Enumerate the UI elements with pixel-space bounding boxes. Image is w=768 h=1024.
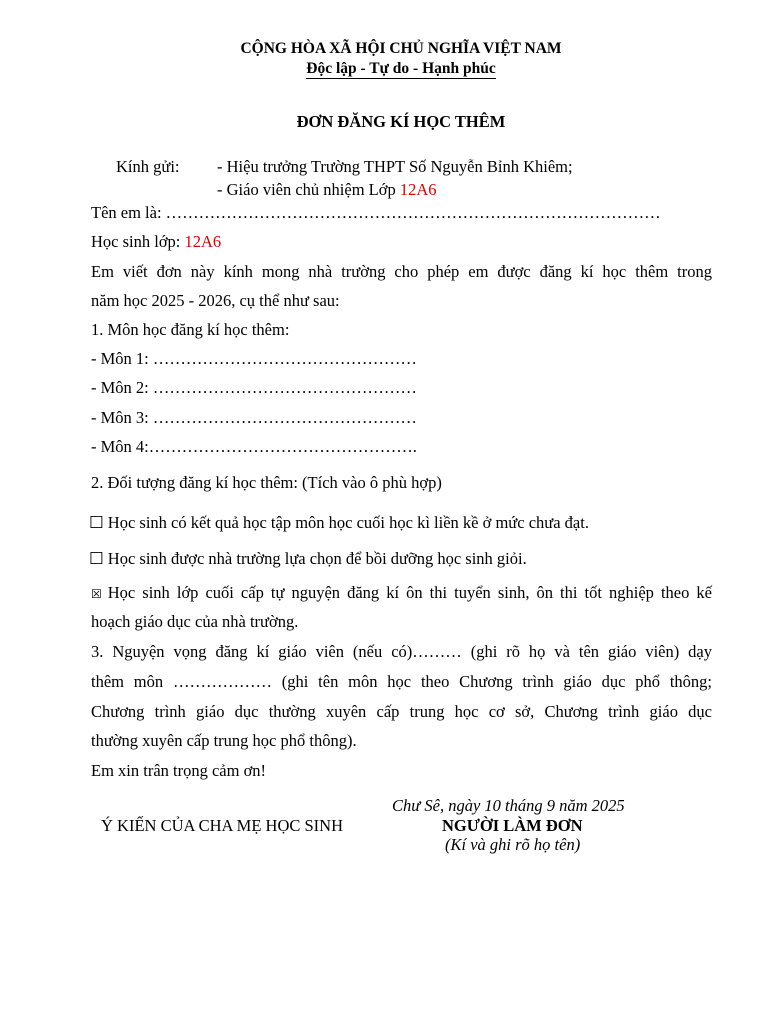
option-1-text: Học sinh có kết quả học tập môn học cuối học kì liền kề ở mức chưa đạt. — [107, 513, 589, 532]
applicant-signature-note: (Kí và ghi rõ họ tên) — [445, 835, 581, 854]
option-2 — [89, 549, 527, 569]
recipient-homeroom-teacher — [217, 180, 437, 200]
closing-thanks: Em xin trân trọng cảm ơn! — [91, 761, 267, 780]
motto-text: Độc lập - Tự do - Hạnh phúc — [306, 60, 496, 77]
student-class-label: Học sinh lớp: — [91, 232, 185, 251]
section3-line-3: Chương trình giáo dục thường xuyên cấp trung học cơ sở, Chương trình giáo dục — [91, 702, 712, 721]
checkbox-2[interactable]: ☐ — [89, 549, 104, 568]
form-title: ĐƠN ĐĂNG KÍ HỌC THÊM — [296, 112, 506, 131]
section3-line-4: thường xuyên cấp trung học phổ thông). — [91, 731, 357, 750]
section2-heading: 2. Đối tượng đăng kí học thêm: (Tích vào ô phù hợp) — [91, 473, 442, 492]
intro-line-2: năm học 2025 - 2026, cụ thể như sau: — [91, 291, 340, 310]
subject-3-line: - Môn 3: ………………………………………… — [91, 408, 417, 427]
section3-line-2: thêm môn ……………… (ghi tên môn học theo Chương trình giáo dục phổ thông; — [91, 672, 712, 691]
place-date: Chư Sê, ngày 10 tháng 9 năm 2025 — [392, 796, 625, 815]
national-motto — [0, 60, 768, 78]
option-3-text: Học sinh lớp cuối cấp tự nguyện đăng kí ôn thi tuyển sinh, ôn thi tốt nghiệp theo kế — [107, 583, 712, 602]
option-1 — [89, 513, 589, 533]
option-3-line-1 — [91, 583, 712, 603]
applicant-label: NGƯỜI LÀM ĐƠN — [442, 816, 583, 835]
option-3-line-2: hoạch giáo dục của nhà trường. — [91, 612, 299, 631]
national-title: CỘNG HÒA XÃ HỘI CHỦ NGHĨA VIỆT NAM — [240, 40, 562, 57]
subject-2-line: - Môn 2: ………………………………………… — [91, 378, 417, 397]
subject-4-line: - Môn 4:…………………………………………. — [91, 437, 417, 456]
section1-heading: 1. Môn học đăng kí học thêm: — [91, 320, 290, 339]
intro-line-1: Em viết đơn này kính mong nhà trường cho phép em được đăng kí học thêm trong — [91, 262, 712, 281]
parent-opinion-label: Ý KIẾN CỦA CHA MẸ HỌC SINH — [101, 816, 344, 835]
section3-line-1: 3. Nguyện vọng đăng kí giáo viên (nếu có)……… (ghi rõ họ và tên giáo viên) dạy — [91, 642, 712, 661]
student-name-field: Tên em là: ……………………………………………………………………………… — [91, 203, 661, 222]
student-class-line — [91, 232, 221, 252]
checkbox-3-checked[interactable]: ☒ — [91, 587, 102, 601]
recipient-class: 12A6 — [399, 180, 437, 199]
checkbox-1[interactable]: ☐ — [89, 513, 104, 532]
recipient-homeroom-text: - Giáo viên chủ nhiệm Lớp — [217, 180, 400, 199]
student-class-value: 12A6 — [184, 232, 222, 251]
recipient-principal: - Hiệu trưởng Trường THPT Số Nguyễn Bỉnh Khiêm; — [217, 157, 573, 176]
subject-1-line: - Môn 1: ………………………………………… — [91, 349, 417, 368]
recipient-label: Kính gửi: — [116, 157, 180, 176]
option-2-text: Học sinh được nhà trường lựa chọn để bồi dưỡng học sinh giỏi. — [107, 549, 527, 568]
